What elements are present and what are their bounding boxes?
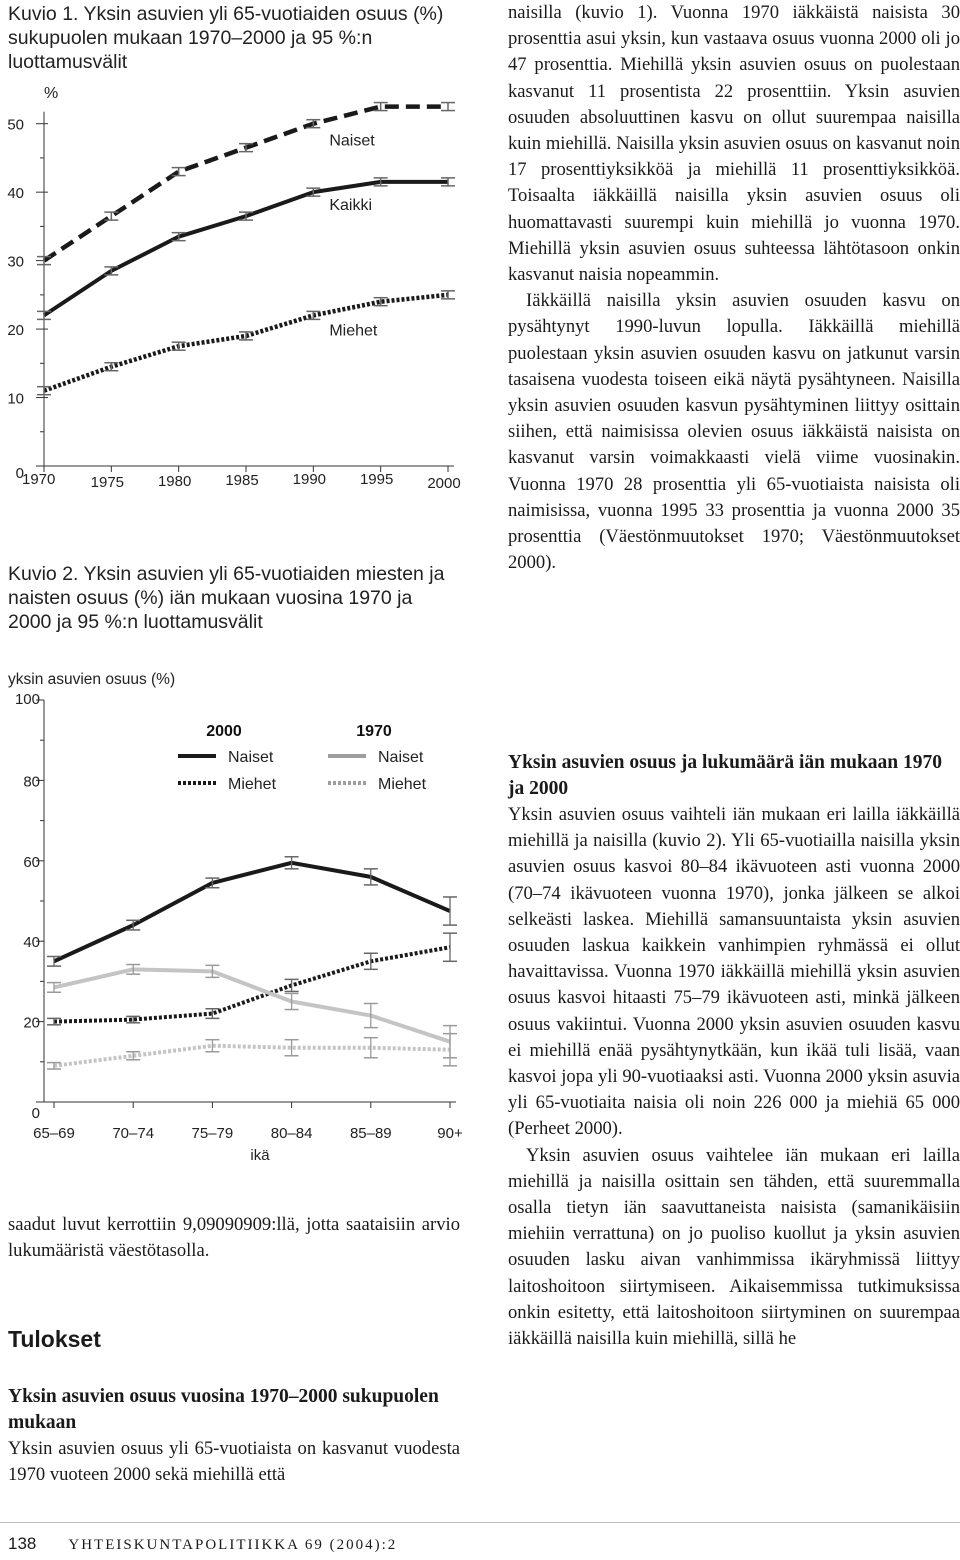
- figure2-x-tick-label: 75–79: [191, 1125, 234, 1142]
- figure1-x-tick-label: 1990: [292, 471, 327, 488]
- figure2-caption: [8, 562, 460, 634]
- figure1-errorbar: [374, 298, 388, 306]
- figure1-series: [37, 103, 455, 395]
- figure2-caption-text: Yksin asuvien yli 65-vuotiaiden miesten ja naisten osuus (%) iän mukaan vuosina 1970 ja 2000 ja 95 %:n luottamusvälit: [8, 563, 445, 633]
- paragraph-2: Iäkkäillä naisilla yksin asuvien osuuden kasvu on pysähtynyt 1990-luvun lopulla. Iäkkäillä miehillä puolestaan yksin asuvien osuuden kasvu on jatkunut varsin tasaisena vuodesta toiseen eikä näytä pysähtyneen. Naisilla yksin asuvien osuuden kasvun pysähtyminen liittyy osittain siihen, että naimisissa olevien osuus iäkkäistä naisista on kasvanut varsin voimakkaasti vielä viime vuosinakin. Vuonna 1970 28 prosenttia yli 65-vuotiaista naisista oli naimisissa, vuonna 1995 33 prosenttia ja vuonna 2000 35 prosenttia (Väestönmuutokset 1970; Väestönmuutokset 2000).: [508, 290, 960, 574]
- figure1-series-label-naiset: Naiset: [329, 132, 375, 150]
- section2: [508, 750, 960, 1352]
- section2-heading: Yksin asuvien osuus ja lukumäärä iän mukaan 1970 ja 2000: [508, 752, 943, 799]
- section1-heading: Yksin asuvien osuus vuosina 1970–2000 sukupuolen mukaan: [8, 1386, 439, 1433]
- figure2-series: [47, 857, 457, 1069]
- figure1-errorbar: [441, 103, 455, 111]
- page-footer: [8, 1534, 468, 1554]
- paragraph-3: Yksin asuvien osuus vaihteli iän mukaan eri lailla iäkkäillä miehillä ja naisilla (kuvio 2). Yli 65-vuotiailla naisilla yksin asuvien osuus kasvoi 80–84 ikävuoteen asti vuonna 2000 (70–74 ikävuoteen vuonna 1970), jonka jälkeen se alkoi selkeästi laskea. Miehillä samansuuntaista yksin asuvien osuuden laskua kaikkein vanhimpien ryhmässä ei ollut havaittavissa. Vuonna 1970 iäkkäillä miehillä yksin asuvien osuus kasvoi hitaasti 75–79 ikävuoteen asti, minkä jälkeen osuus vakiintui. Vuonna 2000 yksin asuvien osuuden kasvu ei miehillä enää pysähtynytkään, kun ikää tuli lisää, vaan kasvoi jopa yli 90-vuotiaaksi asti. Vuonna 2000 yksin asuvia yli 65-vuotiaita naisia oli noin 226 000 ja miehiä 65 000 (Perheet 2000).: [508, 804, 960, 1140]
- figure1-caption-text: Yksin asuvien yli 65-vuotiaiden osuus (%) sukupuolen mukaan 1970–2000 ja 95 %:n luottamusvälit: [8, 3, 444, 73]
- paragraph-1: naisilla (kuvio 1). Vuonna 1970 iäkkäistä naisista 30 prosenttia asui yksin, kun vastaava osuus vuonna 2000 oli jo 47 prosenttia. Miehillä yksin asuvien osuus on puolestaan kasvanut 11 prosentista 22 prosenttiin. Yksin asuvien osuuden absoluuttinen kasvu on ollut suurempaa naisilla kuin miehillä. Naisilla yksin asuvien osuus on kasvanut noin 17 prosenttiyksikköä ja miehillä 11 prosenttiyksikköä. Toisaalta iäkkäillä naisilla yksin asuvien osuus oli huomattavasti suurempi kuin miehillä jo vuonna 1970. Miehillä yksin asuvien osuus suhteessa lähtötasoon onkin kasvanut naisia nopeammin.: [508, 2, 960, 286]
- figure1-x-tick-label: 1995: [359, 471, 394, 488]
- left-column: [7, 0, 463, 1540]
- figure2-series-line: [54, 969, 450, 1041]
- page-number: 138: [8, 1534, 37, 1553]
- figure2-caption-label: Kuvio 2.: [8, 563, 79, 585]
- figure2-errorbar: [126, 1052, 140, 1060]
- figure2-x-tick-label: 80–84: [270, 1125, 313, 1142]
- paragraph-4: Yksin asuvien osuus vaihtelee iän mukaan eri lailla miehillä ja naisilla osittain sen tähden, että suuremmalla osalla tietyn iän saavuttaneista naisista (samanikäisiin miehiin verrattuna) on jo puoliso kuollut ja yksin asuvien osuuden lasku aivan vanhimmissa ikäryhmissä liittyy laitoshoitoon siirtymiseen. Aikaisemmissa tutkimuksissa onkin esitetty, että laitoshoitoon siirtyminen on suurempaa iäkkäillä naisilla kuin miehillä, sillä he: [508, 1144, 960, 1350]
- figure2-legend-label: Naiset: [378, 749, 424, 766]
- right-paragraphs: [508, 0, 960, 576]
- figure2-y-label: yksin asuvien osuus (%): [8, 671, 176, 688]
- figure1-series-line-kaikki: [44, 182, 448, 316]
- figure2-series-line: [54, 863, 450, 961]
- figure2-x-label: ikä: [250, 1147, 270, 1164]
- right-column: [508, 0, 960, 1540]
- journal-name: YHTEISKUNTAPOLITIIKKA 69 (2004):2: [68, 1537, 398, 1553]
- figure2-y-tick-label: 60: [23, 853, 40, 871]
- figure2-series-line: [54, 1046, 450, 1066]
- figure1-x-tick-label: 1970: [22, 471, 56, 488]
- figure1-caption: [8, 2, 460, 74]
- figure1-y-tick-label: 50: [7, 116, 24, 134]
- figure2-x-tick-label: 65–69: [33, 1125, 75, 1142]
- footer-rule: [0, 1522, 960, 1523]
- figure2-y-tick-label: 40: [23, 934, 40, 952]
- figure2-legend-year: 2000: [206, 723, 242, 740]
- figure1-series-label-miehet: Miehet: [329, 322, 378, 340]
- figure2-errorbar: [205, 1009, 219, 1019]
- figure1-y-tick-label: 0: [15, 465, 24, 482]
- figure1-axes: [36, 112, 454, 472]
- figure2-y-tick-label: 20: [23, 1014, 40, 1032]
- figure2-errorbar: [47, 1018, 61, 1024]
- figure2-x-tick-label: 70–74: [112, 1125, 155, 1142]
- figure2-x-tick-label: 85–89: [349, 1125, 392, 1142]
- figure1-y-tick-label: 40: [7, 185, 24, 203]
- figure1-caption-label: Kuvio 1.: [8, 3, 79, 25]
- figure2-errorbar: [205, 1040, 219, 1052]
- figure2-legend-label: Miehet: [378, 776, 427, 793]
- figure1-y-tick-label: 10: [7, 390, 24, 408]
- method-note: saadut luvut kerrottiin 9,09090909:llä, jotta saataisiin arvio lukumääristä väestötasolla.: [8, 1214, 460, 1262]
- figure1-chart: [8, 70, 460, 510]
- figure2-legend-label: Miehet: [228, 776, 277, 793]
- figure2-y-tick-label: 100: [14, 691, 40, 708]
- figure1-series-line-miehet: [44, 295, 448, 391]
- figure2-x-tick-label: 90+: [437, 1125, 463, 1142]
- figure1-x-tick-label: 1980: [157, 473, 192, 490]
- figure1-series-label-kaikki: Kaikki: [329, 197, 373, 215]
- figure2-chart: [8, 668, 463, 1168]
- figure2-y-tick-label: 0: [31, 1105, 40, 1122]
- figure1-y-tick-label: 30: [7, 253, 24, 271]
- figure2-y-tick-label: 80: [23, 773, 40, 791]
- figure1-y-tick-label: 20: [7, 322, 24, 340]
- figure2-errorbar: [285, 1040, 299, 1056]
- figure2-legend-label: Naiset: [228, 749, 274, 766]
- section1: [8, 1384, 460, 1488]
- figure2-legend-year: 1970: [356, 723, 392, 740]
- figure1-y-unit: %: [44, 85, 59, 102]
- figure2-axes: [8, 671, 463, 1164]
- figure2-errorbar: [126, 1016, 140, 1022]
- figure1-x-tick-label: 2000: [427, 475, 461, 492]
- figure1-x-tick-label: 1985: [225, 472, 259, 489]
- figure1-x-tick-label: 1975: [90, 474, 125, 491]
- figure2-legend: [178, 723, 427, 793]
- figure1-labels: [7, 85, 460, 492]
- results-heading: Tulokset: [8, 1326, 101, 1352]
- section1-text: Yksin asuvien osuus yli 65-vuotiaista on kasvanut vuodesta 1970 vuoteen 2000 sekä miehillä että: [8, 1438, 460, 1486]
